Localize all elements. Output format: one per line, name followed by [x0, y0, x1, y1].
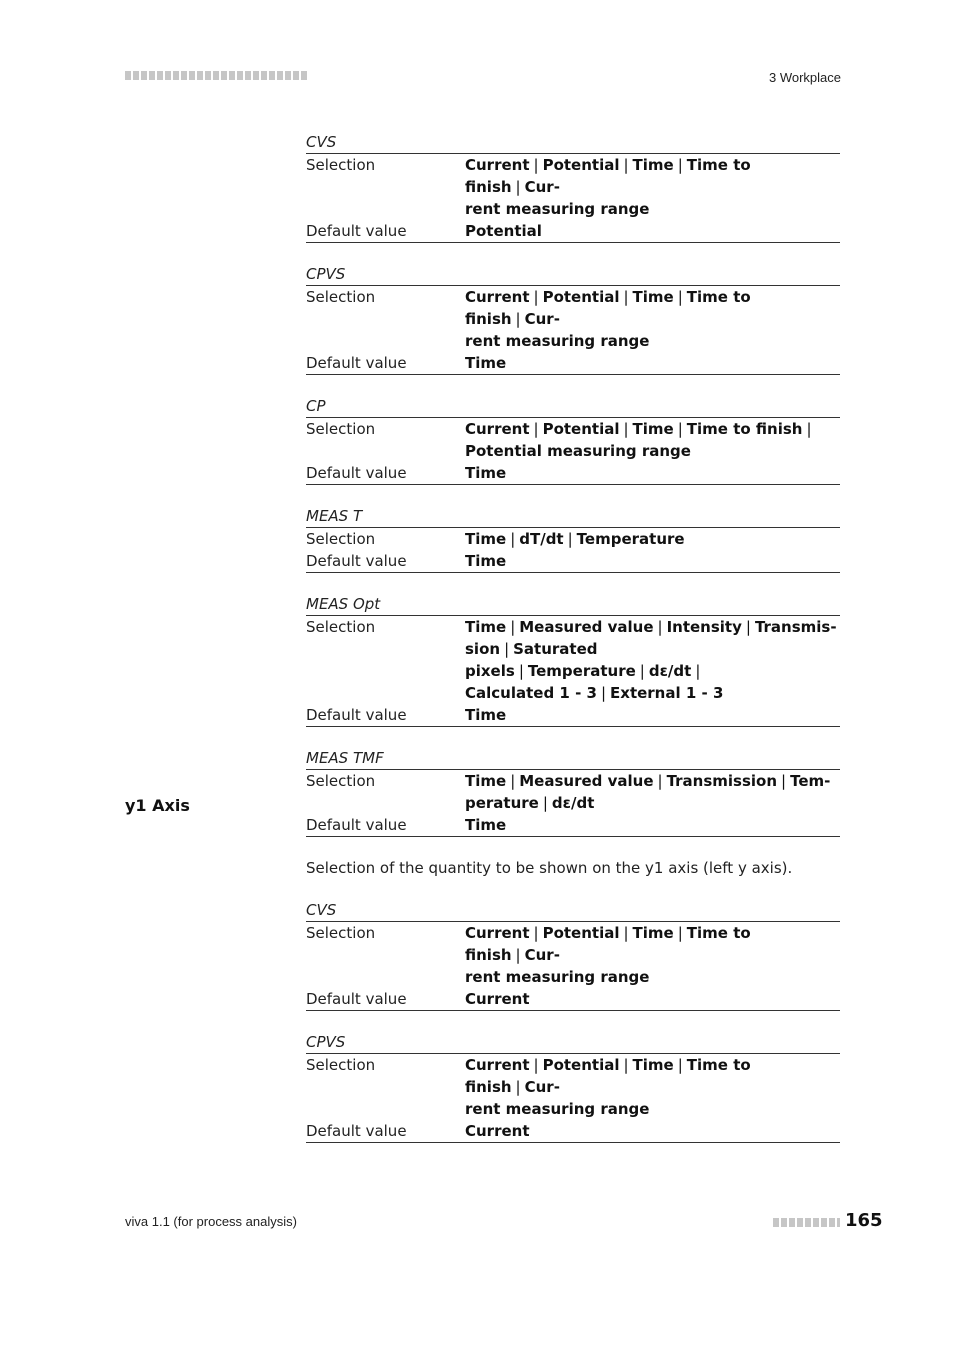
selection-option: Calculated 1 - 3: [465, 684, 597, 702]
parameter-block: [306, 506, 840, 573]
option-separator: |: [639, 662, 645, 680]
selection-label: Selection: [306, 618, 376, 636]
option-separator: |: [533, 420, 539, 438]
default-label: Default value: [306, 816, 407, 834]
selection-values: [465, 616, 840, 704]
option-separator: |: [518, 662, 524, 680]
default-row: [306, 220, 840, 242]
selection-row: [306, 922, 840, 988]
default-value: Current: [465, 1122, 530, 1140]
selection-option: Time: [632, 288, 674, 306]
page-number: 165: [845, 1210, 883, 1231]
mode-title: MEAS T: [306, 506, 840, 528]
selection-label: Selection: [306, 924, 376, 942]
selection-row: [306, 616, 840, 704]
y1-axis-parameter-list: [306, 900, 840, 1143]
option-separator: |: [657, 772, 663, 790]
selection-option: Current: [465, 288, 530, 306]
selection-label: Selection: [306, 1056, 376, 1074]
selection-line: [465, 154, 840, 198]
default-row: [306, 462, 840, 484]
parameter-table: [306, 922, 840, 1011]
selection-label: Selection: [306, 288, 376, 306]
default-value: Time: [465, 706, 507, 724]
parameter-block: [306, 264, 840, 375]
selection-option: Time: [632, 924, 674, 942]
mode-title: CP: [306, 396, 840, 418]
parameter-table: [306, 418, 840, 485]
parameter-block: [306, 1032, 840, 1143]
option-separator: |: [600, 684, 607, 702]
selection-option: Current: [465, 924, 530, 942]
selection-line: [465, 286, 840, 330]
mode-title: MEAS Opt: [306, 594, 840, 616]
default-value: Time: [465, 552, 507, 570]
option-separator: |: [781, 772, 787, 790]
default-value: Current: [465, 990, 530, 1008]
selection-option: Current: [465, 420, 530, 438]
selection-option: Time to finish: [465, 156, 751, 196]
option-separator: |: [806, 420, 812, 438]
selection-option: Temperature: [576, 530, 685, 548]
selection-option: Measured value: [519, 772, 654, 790]
selection-label: Selection: [306, 420, 376, 438]
default-row: [306, 352, 840, 374]
selection-option: Time to finish: [465, 1056, 751, 1096]
mode-title: CVS: [306, 900, 840, 922]
selection-values: [465, 154, 840, 220]
selection-line: [465, 616, 840, 638]
default-value: Potential: [465, 222, 542, 240]
parameter-block: [306, 396, 840, 485]
parameter-block: [306, 900, 840, 1011]
option-separator: |: [542, 794, 548, 812]
selection-option: Temperature: [527, 662, 636, 680]
option-separator: |: [567, 530, 573, 548]
chapter-title: 3 Workplace: [768, 70, 841, 85]
selection-option: rent measuring range: [465, 1100, 650, 1118]
default-label: Default value: [306, 354, 407, 372]
parameter-block: [306, 132, 840, 243]
selection-option: Time: [465, 772, 507, 790]
selection-line: [465, 770, 840, 792]
selection-option: Current: [465, 1056, 530, 1074]
selection-option: Potential: [542, 420, 620, 438]
option-separator: |: [677, 1056, 683, 1074]
selection-label: Selection: [306, 772, 376, 790]
option-separator: |: [510, 530, 516, 548]
option-separator: |: [677, 288, 683, 306]
default-row: [306, 550, 840, 572]
option-separator: |: [533, 156, 539, 174]
option-separator: |: [515, 1078, 521, 1096]
selection-row: [306, 286, 840, 352]
option-separator: |: [623, 420, 629, 438]
parameter-table: [306, 286, 840, 375]
selection-option: Cur-: [524, 178, 560, 196]
selection-option: Potential: [542, 288, 620, 306]
option-separator: |: [745, 618, 751, 636]
selection-row: [306, 528, 840, 550]
option-separator: |: [510, 772, 516, 790]
default-value: Time: [465, 354, 507, 372]
option-separator: |: [677, 924, 683, 942]
default-row: [306, 1120, 840, 1142]
y1-axis-heading: y1 Axis: [125, 796, 190, 815]
selection-row: [306, 1054, 840, 1120]
option-separator: |: [504, 640, 510, 658]
selection-label: Selection: [306, 530, 376, 548]
default-label: Default value: [306, 990, 407, 1008]
selection-option: Cur-: [524, 946, 560, 964]
parameter-block: [306, 594, 840, 727]
selection-option: Time to finish: [465, 924, 751, 964]
selection-option: Measured value: [519, 618, 654, 636]
parameter-table: [306, 154, 840, 243]
option-separator: |: [515, 178, 521, 196]
selection-option: Saturated pixels: [465, 640, 598, 680]
selection-option: dε/dt: [648, 662, 692, 680]
mode-title: CPVS: [306, 264, 840, 286]
default-value: Time: [465, 816, 507, 834]
option-separator: |: [677, 156, 683, 174]
selection-option: perature: [465, 794, 539, 812]
option-separator: |: [515, 310, 521, 328]
y1-axis-description: Selection of the quantity to be shown on the y1 axis (left y axis).: [306, 859, 793, 877]
option-separator: |: [623, 156, 629, 174]
selection-option: rent measuring range: [465, 968, 650, 986]
selection-option: Time: [632, 420, 674, 438]
selection-row: [306, 770, 840, 814]
selection-line: [465, 792, 840, 814]
selection-option: rent measuring range: [465, 332, 650, 350]
footer-product: viva 1.1 (for process analysis): [125, 1214, 297, 1229]
selection-option: Potential: [542, 1056, 620, 1074]
default-label: Default value: [306, 1122, 407, 1140]
selection-line: [465, 682, 840, 704]
selection-values: [465, 418, 840, 462]
default-value: Time: [465, 464, 507, 482]
parameter-table: [306, 1054, 840, 1143]
selection-line: [465, 440, 840, 462]
selection-option: Current: [465, 156, 530, 174]
mode-title: CVS: [306, 132, 840, 154]
selection-option: Potential measuring range: [465, 442, 691, 460]
default-label: Default value: [306, 552, 407, 570]
default-row: [306, 704, 840, 726]
selection-row: [306, 418, 840, 462]
selection-values: [465, 922, 840, 988]
option-separator: |: [623, 1056, 629, 1074]
selection-option: Time: [632, 1056, 674, 1074]
selection-option: sion: [465, 640, 501, 658]
selection-line: [465, 1098, 840, 1120]
option-separator: |: [510, 618, 516, 636]
selection-line: [465, 418, 840, 440]
selection-option: dε/dt: [551, 794, 595, 812]
option-separator: |: [515, 946, 521, 964]
selection-values: [465, 528, 840, 550]
selection-option: Transmis-: [754, 618, 837, 636]
parameter-table: [306, 770, 840, 837]
selection-option: Tem-: [790, 772, 831, 790]
option-separator: |: [533, 1056, 539, 1074]
selection-row: [306, 154, 840, 220]
option-separator: |: [533, 924, 539, 942]
option-separator: |: [657, 618, 663, 636]
selection-option: Time to finish: [465, 288, 751, 328]
selection-option: dT/dt: [519, 530, 564, 548]
selection-option: Potential: [542, 156, 620, 174]
selection-option: Time: [465, 618, 507, 636]
mode-title: MEAS TMF: [306, 748, 840, 770]
option-separator: |: [623, 288, 629, 306]
default-row: [306, 814, 840, 836]
selection-option: Transmission: [666, 772, 778, 790]
parameter-block: [306, 748, 840, 837]
selection-option: Time to finish: [686, 420, 803, 438]
mode-title: CPVS: [306, 1032, 840, 1054]
selection-line: [465, 330, 840, 352]
default-label: Default value: [306, 222, 407, 240]
page-content: [306, 132, 840, 1164]
default-label: Default value: [306, 464, 407, 482]
x-axis-parameter-list: [306, 132, 840, 837]
selection-option: Time: [465, 530, 507, 548]
selection-line: [465, 1054, 840, 1098]
selection-line: [465, 966, 840, 988]
selection-values: [465, 1054, 840, 1120]
option-separator: |: [533, 288, 539, 306]
default-label: Default value: [306, 706, 407, 724]
option-separator: |: [623, 924, 629, 942]
selection-option: Intensity: [666, 618, 742, 636]
default-row: [306, 988, 840, 1010]
selection-option: Cur-: [524, 310, 560, 328]
selection-option: Time: [632, 156, 674, 174]
selection-option: rent measuring range: [465, 200, 650, 218]
option-separator: |: [695, 662, 701, 680]
parameter-table: [306, 528, 840, 573]
selection-line: [465, 198, 840, 220]
footer-decoration: [773, 1218, 840, 1227]
selection-values: [465, 770, 840, 814]
option-separator: |: [677, 420, 683, 438]
selection-option: Cur-: [524, 1078, 560, 1096]
selection-option: External 1 - 3: [610, 684, 724, 702]
selection-option: Potential: [542, 924, 620, 942]
selection-line: [465, 638, 840, 682]
header-decoration: [125, 71, 307, 80]
parameter-table: [306, 616, 840, 727]
selection-line: [465, 922, 840, 966]
selection-values: [465, 286, 840, 352]
selection-line: [465, 528, 840, 550]
selection-label: Selection: [306, 156, 376, 174]
